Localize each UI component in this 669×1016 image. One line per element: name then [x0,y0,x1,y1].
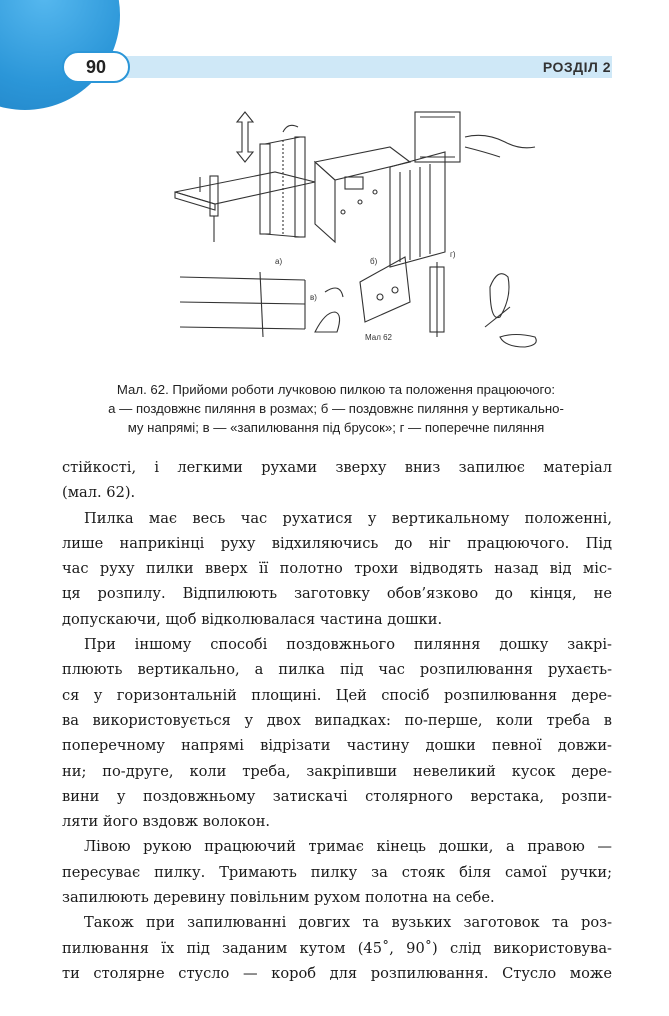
figure-label-a: а) [275,257,283,266]
text-line: Пилка має весь час рухатися у вертикальному положенні, [84,509,612,527]
caption-line: му напрямі; в — «запилювання під брусок»; г — поперечне пиляння [127,420,545,435]
text-line: ва використовується у двох випадках: по-перше, коли треба в [62,711,612,729]
figure-bottom-right-drawing [485,274,536,347]
text-line: Лівою рукою працюючий тримає кінець дошки, а правою — [84,838,612,856]
text-line: стійкості, і легкими рухами зверху вниз запилює матеріал [62,459,612,476]
figure-label-b: б) [370,257,378,266]
text-line: ти столярне стусло — короб для розпилювання. Стусло може [62,964,612,982]
text-line: пилювання їх під заданим кутом (45˚, 90˚) слід використовува- [62,939,612,957]
text-line: Також при запилюванні довгих та вузьких заготовок та роз- [84,914,612,932]
header-band [120,56,612,78]
text-line: ляти його вздовж волокон. [62,813,271,831]
figure-inline-label: Мал 62 [365,333,392,342]
figure-label-c: в) [310,293,317,302]
paragraph-5 [62,910,612,986]
figure-bottom-left-drawing [180,272,343,337]
text-line: ни; по-друге, коли треба, закріпивши невеликий кусок дере- [62,762,612,780]
paragraph-2 [62,506,612,632]
figure-label-d: г) [450,250,456,259]
figure-caption [62,380,610,437]
text-line: (мал. 62). [62,484,136,502]
text-line: При іншому способі поздовжнього пиляння дошку закрі- [84,636,612,654]
text-line: лише наприкінці руху відхиляючись до ніг працюючого. Під [62,534,612,552]
text-line: плюють вертикально, а пилка під час розпилювання рухаєть- [62,661,612,679]
text-line: ся у горизонтальній площині. Цей спосіб розпилювання дере- [62,686,612,704]
caption-line: Мал. 62. Прийоми роботи лучковою пилкою та положення працюючого: [116,382,556,397]
caption-line: а — поздовжнє пиляння в розмах; б — поздовжнє пиляння у вертикально- [108,401,564,416]
paragraph-3 [62,632,612,834]
paragraph-4 [62,834,612,910]
text-line: вини у поздовжньому затискачі столярного верстака, розпи- [62,787,612,805]
text-line: ця розпилу. Відпилюють заготовку обов’язково до кінця, не [62,585,612,603]
figure-b-drawing [315,147,410,242]
figure-c-drawing [390,112,535,267]
figure-bottom-middle-drawing [360,257,444,337]
text-line: час руху пилки вверх її полотно трохи відводять назад від міс- [62,560,612,578]
section-label: РОЗДІЛ 2 [542,59,611,75]
paragraph-1 [62,455,612,506]
page-number: 90 [62,51,130,83]
figure-a-drawing [175,112,315,242]
text-line: пересуває пилку. Тримають пилку за стояк біля самої ручки; [62,863,612,881]
text-line: запилюють деревину повільним рухом полотна на себе. [62,889,495,907]
figure-62-illustration [165,92,545,352]
body-text [62,455,612,986]
text-line: поперечному напрямі відрізати частину дошки певної довжи- [62,737,612,755]
text-line: допускаючи, щоб відколювалася частина дошки. [62,610,443,628]
